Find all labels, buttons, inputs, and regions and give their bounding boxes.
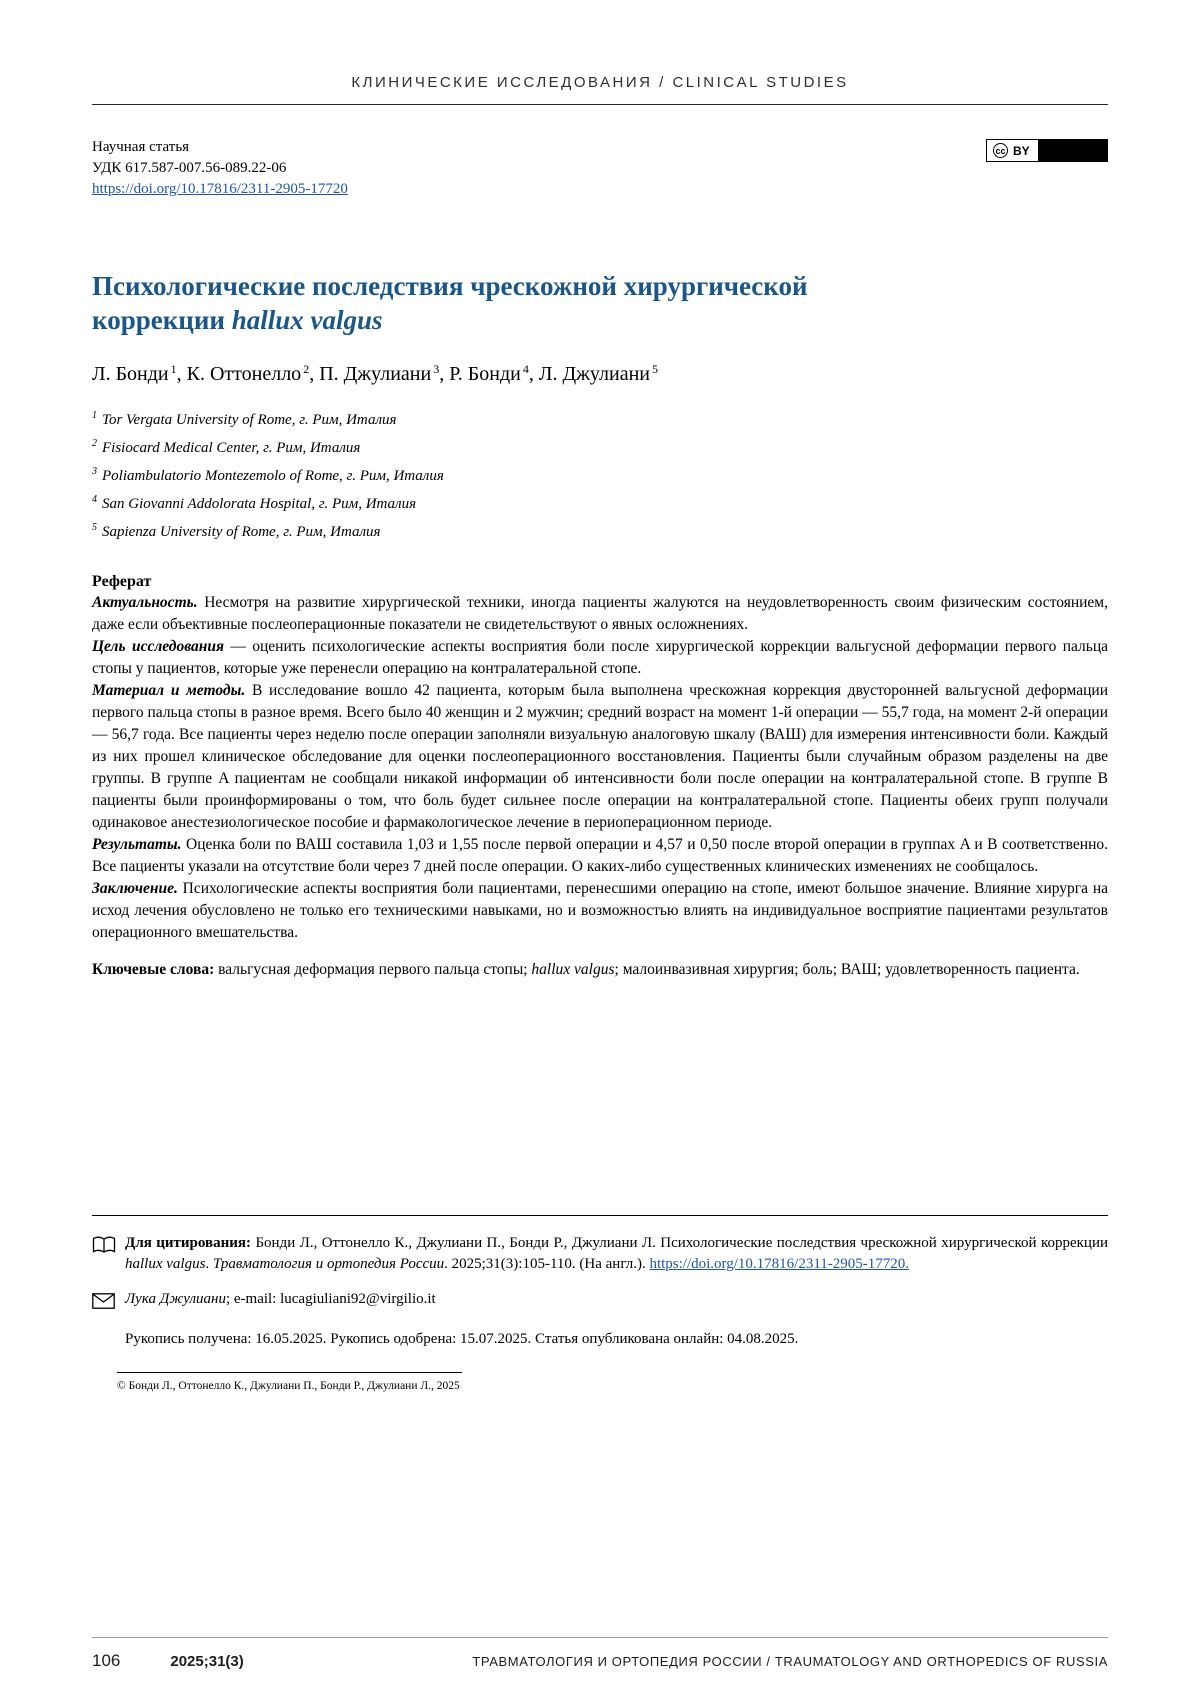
cc-icon: cc: [993, 143, 1008, 158]
citation-row: [92, 1233, 1108, 1275]
abstract-paragraph-aim: Цель исследования — оценить психологические аспекты восприятия боли после хирургической коррекции вальгусной деформации первого пальца стопы у пациентов, которые уже перенесли операцию на контралатеральной стопе.: [92, 638, 1109, 678]
article-meta: [92, 137, 1108, 200]
article-title-line1: Психологические последствия чрескожной хирургической: [92, 271, 808, 301]
copyright-divider: [117, 1372, 462, 1373]
manuscript-dates: Рукопись получена: 16.05.2025. Рукопись одобрена: 15.07.2025. Статья опубликована онлайн: 04.08.2025.: [125, 1331, 799, 1348]
authors-line: [92, 362, 1108, 387]
abstract-paragraph-background: Актуальность. Несмотря на развитие хирургической техники, иногда пациенты жалуются на неудовлетворенность своим физическим состоянием, даже если объективные послеоперационные показатели не свидетельствуют о явных осложнениях.: [92, 594, 1108, 634]
running-head-text: КЛИНИЧЕСКИЕ ИССЛЕДОВАНИЯ / CLINICAL STUDIES: [351, 74, 849, 91]
citation-text: Для цитирования: Бонди Л., Оттонелло К., Джулиани П., Бонди Р., Джулиани Л. Психологические последствия чрескожной хирургической коррекции hallux valgus. Травматология и ортопедия России. 2025;31(3):105-110. (На англ.). https://doi.org/10.17816/2311-2905-17720.: [125, 1235, 1108, 1273]
citation-section: [92, 1215, 1108, 1392]
citation-doi-link[interactable]: https://doi.org/10.17816/2311-2905-17720.: [649, 1256, 910, 1273]
citation-book-icon: [92, 1233, 118, 1259]
article-title-line2: коррекции: [92, 304, 232, 335]
affiliations-list: [92, 410, 1108, 541]
doi-link[interactable]: https://doi.org/10.17816/2311-2905-17720: [92, 181, 348, 197]
author: Р. Бонди $^4$,: [449, 361, 539, 386]
article-meta-left: [92, 137, 348, 200]
correspondence-row: [92, 1290, 1108, 1314]
email-envelope-icon: [92, 1290, 118, 1314]
abstract-heading: Реферат: [92, 573, 152, 591]
page-footer: [92, 1637, 1108, 1671]
copyright-line: © Бонди Л., Оттонелло К., Джулиани П., Бонди Р., Джулиани Л., 2025: [117, 1380, 460, 1393]
affiliation-item: $^5$ Sapienza University of Rome, г. Рим, Италия: [92, 522, 381, 541]
author: Л. Джулиани $^5$: [538, 361, 659, 386]
keywords-line: Ключевые слова: вальгусная деформация первого пальца стопы; hallux valgus; малоинвазивная хирургия; боль; ВАШ; удовлетворенность пациента.: [92, 961, 1080, 979]
affiliation-item: $^1$ Tor Vergata University of Rome, г. Рим, Италия: [92, 410, 397, 429]
affiliation-item: $^4$ San Giovanni Addolorata Hospital, г. Рим, Италия: [92, 494, 417, 513]
abstract-paragraph-conclusion: Заключение. Психологические аспекты восприятия боли пациентами, перенесшими операцию на стопе, имеют большое значение. Влияние хирурга на исход лечения обусловлено не только его техническими навыками, но и возможностью влиять на индивидуальное восприятие пациентами результатов операционного вмешательства.: [92, 880, 1108, 942]
article-title-italic: hallux valgus: [231, 304, 383, 335]
affiliation-item: $^2$ Fisiocard Medical Center, г. Рим, Италия: [92, 438, 361, 457]
footer-issue: 2025;31(3): [170, 1653, 244, 1670]
author: П. Джулиани $^3$,: [319, 361, 450, 386]
running-head: [92, 74, 1108, 105]
cc-by-badge[interactable]: [986, 139, 1108, 162]
cc-by-label: BY: [1013, 143, 1030, 158]
article-title: [92, 270, 1108, 338]
abstract-paragraph-results: Результаты. Оценка боли по ВАШ составила 1,03 и 1,55 после первой операции и 4,57 и 0,50 после второй операции в группах A и B соответственно. Все пациенты указали на отсутствие боли через 7 дней после операции. О каких-либо существенных клинических изменениях не сообщалось.: [92, 836, 1108, 876]
cc-badge-fill: [1038, 140, 1107, 161]
abstract-section: [92, 573, 1108, 944]
abstract-paragraph-methods: Материал и методы. В исследование вошло 42 пациента, которым была выполнена чрескожная коррекция двусторонней вальгусной деформации первого пальца стопы в разное время. Всего было 40 женщин и 2 мужчин; средний возраст на момент 1-й операции — 55,7 года, на момент 2-й операции — 56,7 года. Все пациенты через неделю после операции заполняли визуальную аналоговую шкалу (ВАШ) для измерения интенсивности боли. Каждый из них прошел клиническое обследование для оценки послеоперационного восстановления. Пациенты были случайным образом разделены на две группы. В группе A пациентам не сообщали никакой информации об интенсивности боли после операции на контралатеральной стопе. В группе B пациенты были проинформированы о том, что боль будет сильнее после операции на контралатеральной стопе. Пациенты обеих групп получали одинаковое анестезиологическое пособие и фармакологическое лечение в периоперационном периоде.: [92, 682, 1109, 832]
correspondence-text: Лука Джулиани; e-mail: lucagiuliani92@virgilio.it: [125, 1291, 436, 1308]
author: Л. Бонди $^1$,: [92, 361, 187, 386]
affiliation-item: $^3$ Poliambulatorio Montezemolo of Rome, г. Рим, Италия: [92, 466, 444, 485]
footer-page-number: 106: [92, 1651, 121, 1670]
author: К. Оттонелло $^2$,: [186, 361, 320, 386]
udc-label: УДК 617.587-007.56-089.22-06: [92, 160, 287, 176]
article-type-label: Научная статья: [92, 139, 190, 155]
footer-journal-name: ТРАВМАТОЛОГИЯ И ОРТОПЕДИЯ РОССИИ / TRAUMATOLOGY AND ORTHOPEDICS OF RUSSIA: [472, 1654, 1108, 1669]
